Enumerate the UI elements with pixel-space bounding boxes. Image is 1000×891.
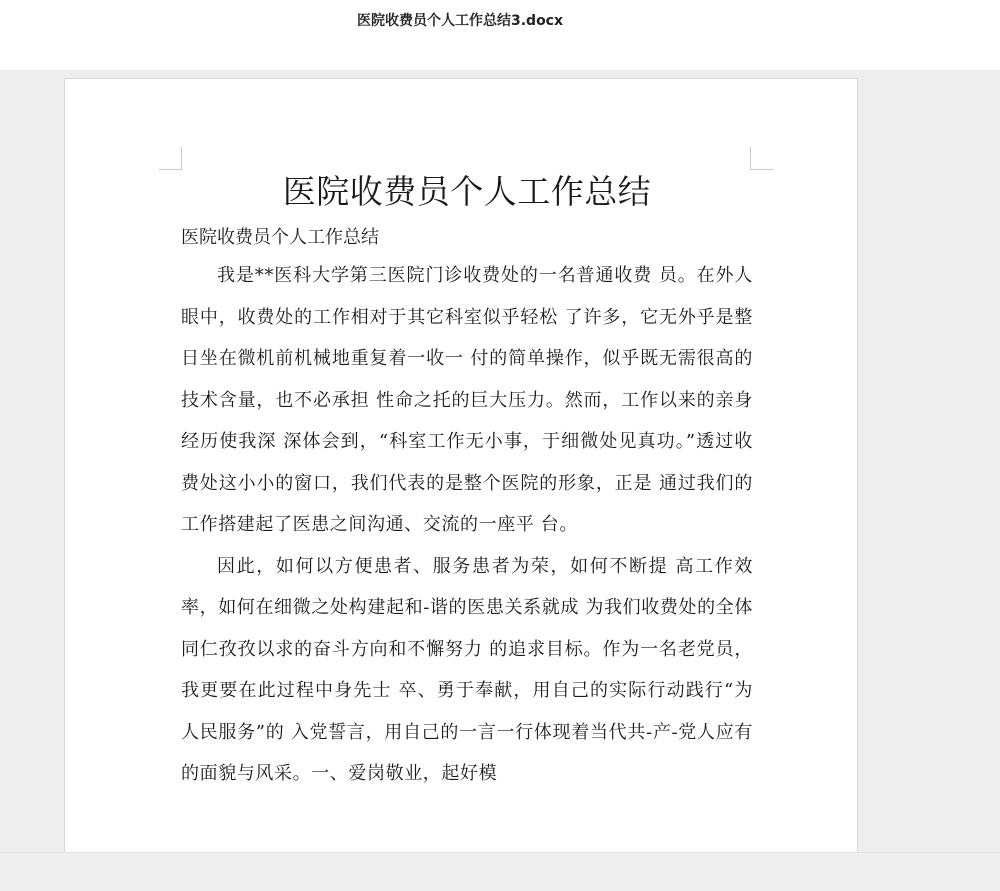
title-bar xyxy=(0,0,1000,70)
paragraph-2: 因此，如何以方便患者、服务患者为荣，如何不断提 高工作效率，如何在细微之处构建起和-谐的医患关系就成 为我们收费处的全体同仁孜孜以求的奋斗方向和不懈努力 的追求目标。作为一名老党员，我更要在此过程中身先士 卒、勇于奉献，用自己的实际行动践行“为人民服务”的 入党誓言，用自己的一言一行体现着当代共-产-党人应有 的面貌与风采。一、爱岗敬业，起好模 xyxy=(181,555,753,784)
document-viewer[interactable] xyxy=(0,70,1000,852)
document-page xyxy=(64,78,858,852)
page-content xyxy=(181,167,753,795)
document-file-name: 医院收费员个人工作总结3.docx xyxy=(356,13,564,29)
bottom-bar xyxy=(0,852,1000,891)
paragraph-1: 我是**医科大学第三医院门诊收费处的一名普通收费 员。在外人眼中，收费处的工作相对于其它科室似乎轻松 了许多，它无外乎是整日坐在微机前机械地重复着一收一 付的简单操作，似乎既无需很高的技术含量，也不必承担 性命之托的巨大压力。然而，工作以来的亲身经历使我深 深体会到，“科室工作无小事，于细微处见真功。”透过收 费处这小小的窗口，我们代表的是整个医院的形象，正是 通过我们的工作搭建起了医患之间沟通、交流的一座平 台。 xyxy=(181,265,753,535)
document-title: 医院收费员个人工作总结 xyxy=(282,172,652,211)
document-subtitle: 医院收费员个人工作总结 xyxy=(181,227,379,248)
margin-corner-mark-left xyxy=(159,147,182,170)
margin-corner-mark-right xyxy=(750,147,773,170)
